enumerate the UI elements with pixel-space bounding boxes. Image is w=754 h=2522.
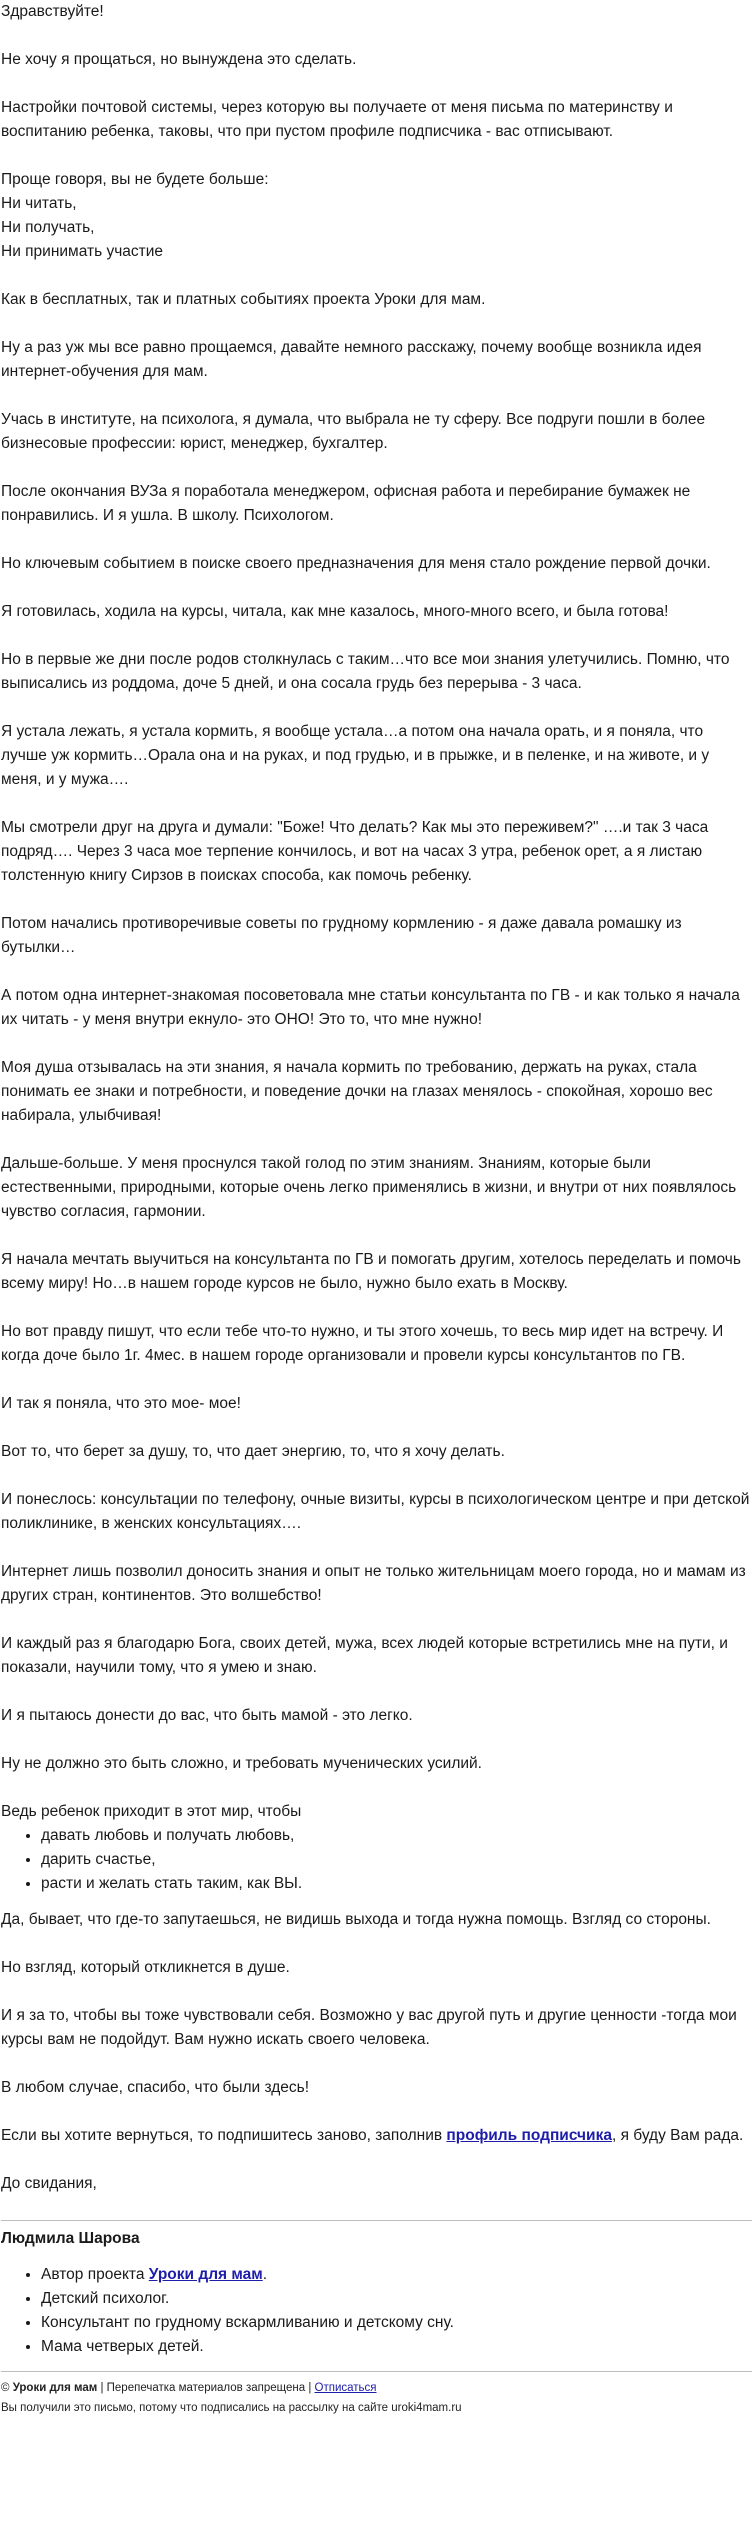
divider xyxy=(1,2371,752,2372)
signature-roles-list xyxy=(1,2263,752,2359)
unsubscribe-link[interactable]: Отписаться xyxy=(314,2382,377,2394)
paragraph: Ведь ребенок приходит в этот мир, чтобы xyxy=(1,1803,302,1820)
paragraph: Но вот правду пишут, что если тебе что-то нужно, и ты этого хочешь, то весь мир идет на встречу. И когда доче было 1г. 4мес. в нашем городе организовали и провели курсы консультантов по ГВ. xyxy=(1,1323,724,1364)
list-item: • давать любовь и получать любовь, xyxy=(41,1824,752,1848)
greeting: Здравствуйте! xyxy=(1,3,104,20)
copyright-symbol: © xyxy=(1,2382,10,2394)
paragraph: В любом случае, спасибо, что были здесь! xyxy=(1,2079,310,2096)
paragraph: Да, бывает, что где-то запутаешься, не видишь выхода и тогда нужна помощь. Взгляд со стороны. xyxy=(1,1911,711,1928)
paragraph: Я готовилась, ходила на курсы, читала, как мне казалось, много-много всего, и была готова! xyxy=(1,603,669,620)
paragraph: И каждый раз я благодарю Бога, своих детей, мужа, всех людей которые встретились мне на пути, и показали, научили тому, что я умею и знаю. xyxy=(1,1635,728,1676)
list-item: • Консультант по грудному вскармливанию и детскому сну. xyxy=(41,2311,752,2335)
simple-line: Ни читать, xyxy=(1,195,77,212)
paragraph: Не хочу я прощаться, но вынуждена это сделать. xyxy=(1,51,357,68)
paragraph: Мы смотрели друг на друга и думали: "Боже! Что делать? Как мы это переживем?" ….и так 3 часа подряд…. Через 3 часа мое терпение кончилось, и вот на часах 3 утра, ребенок орет, а я листаю толстенную книгу Сирзов в поисках способа, как помочь ребенку. xyxy=(1,819,709,884)
paragraph: И понеслось: консультации по телефону, очные визиты, курсы в психологическом центре и при детской поликлинике, в женских консультациях…. xyxy=(1,1491,750,1532)
author-prefix: Автор проекта xyxy=(41,2266,149,2283)
paragraph: Я устала лежать, я устала кормить, я вообще устала…а потом она начала орать, и я поняла, что лучше уж кормить…Орала она и на руках, и под грудью, и в прыжке, и в пеленке, и на животе, и у меня, и у мужа…. xyxy=(1,723,710,788)
footer xyxy=(1,2378,752,2418)
paragraph: А потом одна интернет-знакомая посоветовала мне статьи консультанта по ГВ - и как только я начала их читать - у меня внутри екнуло- это ОНО! Это то, что мне нужно! xyxy=(1,987,740,1028)
paragraph: И так я поняла, что это мое- мое! xyxy=(1,1395,241,1412)
paragraph: И я за то, чтобы вы тоже чувствовали себя. Возможно у вас другой путь и другие ценности -тогда мои курсы вам не подойдут. Вам нужно искать своего человека. xyxy=(1,2007,737,2048)
farewell: До свидания, xyxy=(1,2175,97,2192)
signature-name: Людмила Шарова xyxy=(1,2230,140,2247)
paragraph: Но в первые же дни после родов столкнулась с таким…что все мои знания улетучились. Помню, что выписались из роддома, доче 5 дней, и она сосала грудь без перерыва - 3 часа. xyxy=(1,651,730,692)
paragraph: Интернет лишь позволил доносить знания и опыт не только жительницам моего города, но и мамам из других стран, континентов. Это волшебство! xyxy=(1,1563,746,1604)
resubscribe-text-before: Если вы хотите вернуться, то подпишитесь заново, заполнив xyxy=(1,2127,447,2144)
paragraph: Но ключевым событием в поиске своего предназначения для меня стало рождение первой дочки. xyxy=(1,555,711,572)
author-suffix: . xyxy=(262,2266,268,2283)
simple-line: Проще говоря, вы не будете больше: xyxy=(1,171,269,188)
paragraph: Ну не должно это быть сложно, и требовать мученических усилий. xyxy=(1,1755,482,1772)
list-item: • Мама четверых детей. xyxy=(41,2335,752,2359)
no-reprint-notice: Перепечатка материалов запрещена xyxy=(106,2382,306,2394)
simple-lines-block xyxy=(1,168,752,264)
paragraph: Вот то, что берет за душу, то, что дает энергию, то, что я хочу делать. xyxy=(1,1443,505,1460)
paragraph: Учась в институте, на психолога, я думала, что выбрала не ту сферу. Все подруги пошли в более бизнесовые профессии: юрист, менеджер, бухгалтер. xyxy=(1,411,706,452)
project-link[interactable]: Уроки для мам xyxy=(148,2266,263,2283)
list-item: • расти и желать стать таким, как ВЫ. xyxy=(41,1872,752,1896)
footer-brand: Уроки для мам xyxy=(12,2382,98,2394)
list-item: • Детский психолог. xyxy=(41,2287,752,2311)
subscriber-profile-link[interactable]: профиль подписчика xyxy=(446,2127,612,2144)
paragraph: После окончания ВУЗа я поработала менеджером, офисная работа и перебирание бумажек не понравились. И я ушла. В школу. Психологом. xyxy=(1,483,691,524)
paragraph: Моя душа отзывалась на эти знания, я начала кормить по требованию, держать на руках, стала понимать ее знаки и потребности, и поведение дочки на глазах менялось - спокойная, хорошо вес набирала, улыбчивая! xyxy=(1,1059,713,1124)
footer-separator: | xyxy=(305,2382,315,2394)
subscription-notice: Вы получили это письмо, потому что подписались на рассылку на сайте uroki4mam.ru xyxy=(1,2402,462,2414)
paragraph: Дальше-больше. У меня проснулся такой голод по этим знаниям. Знаниям, которые были естественными, природными, которые очень легко применялись в жизни, и внутри от них появлялось чувство согласия, гармонии. xyxy=(1,1155,737,1220)
simple-line: Ни получать, xyxy=(1,219,95,236)
paragraph: Потом начались противоречивые советы по грудному кормлению - я даже давала ромашку из бутылки… xyxy=(1,915,682,956)
paragraph: И я пытаюсь донести до вас, что быть мамой - это легко. xyxy=(1,1707,413,1724)
resubscribe-text-after: , я буду Вам рада. xyxy=(611,2127,744,2144)
purpose-list xyxy=(1,1824,752,1896)
paragraph: Но взгляд, который откликнется в душе. xyxy=(1,1959,290,1976)
resubscribe-paragraph xyxy=(1,2124,752,2148)
paragraph: Я начала мечтать выучиться на консультанта по ГВ и помогать другим, хотелось переделать и помочь всему миру! Но…в нашем городе курсов не было, нужно было ехать в Москву. xyxy=(1,1251,741,1292)
divider xyxy=(1,2220,752,2221)
list-item xyxy=(41,2263,752,2287)
paragraph: Как в бесплатных, так и платных событиях проекта Уроки для мам. xyxy=(1,291,486,308)
footer-line xyxy=(1,2378,752,2398)
footer-separator: | xyxy=(97,2382,107,2394)
simple-line: Ни принимать участие xyxy=(1,243,164,260)
paragraph: Ну а раз уж мы все равно прощаемся, давайте немного расскажу, почему вообще возникла идея интернет-обучения для мам. xyxy=(1,339,702,380)
paragraph: Настройки почтовой системы, через которую вы получаете от меня письма по материнству и воспитанию ребенка, таковы, что при пустом профиле подписчика - вас отписывают. xyxy=(1,99,673,140)
list-item: • дарить счастье, xyxy=(41,1848,752,1872)
